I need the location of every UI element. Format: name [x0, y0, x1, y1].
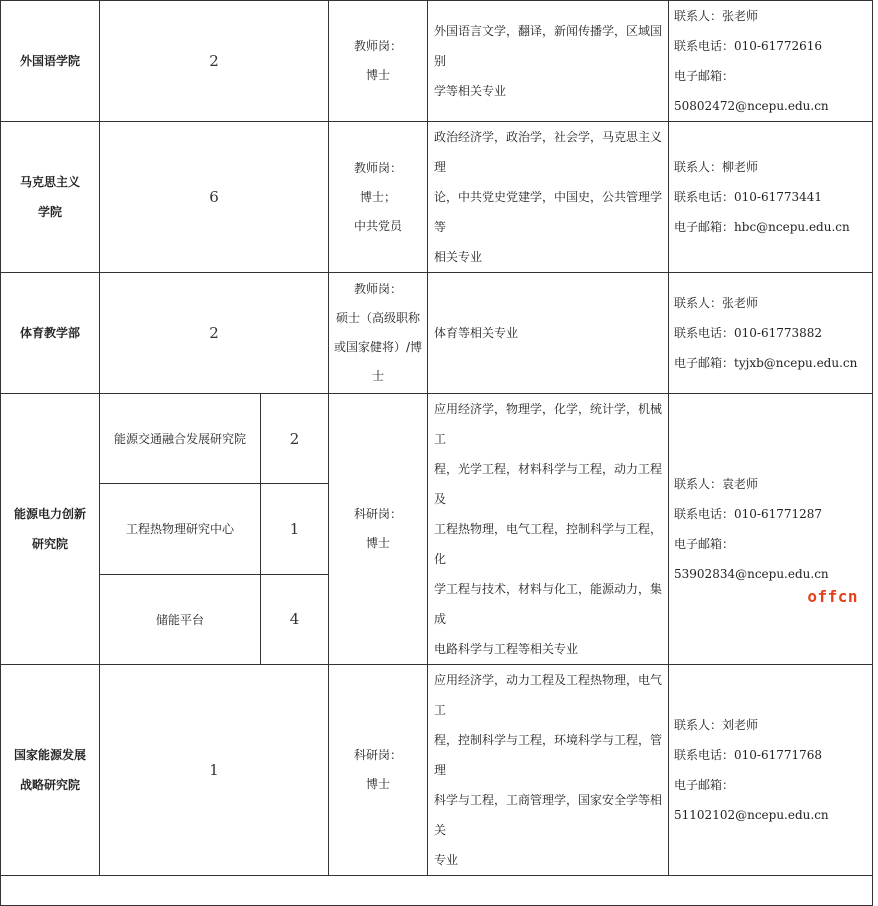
subunit-name: 工程热物理研究中心	[100, 484, 261, 574]
watermark-logo: offcn	[807, 587, 858, 606]
subunit-name: 能源交通融合发展研究院	[100, 394, 261, 484]
post-cell: 教师岗： 博士	[329, 1, 428, 122]
post-cell: 科研岗： 博士	[329, 394, 428, 665]
empty-cell	[1, 876, 873, 906]
majors-cell: 应用经济学，物理学，化学，统计学，机械工 程，光学工程，材料科学与工程，动力工程及 工程热物理，电气工程，控制科学与工程，化 学工程与技术，材料与化工，能源动力，集成 电路科学与工程等相关专业	[428, 394, 669, 665]
table-row	[1, 273, 873, 394]
post-cell: 教师岗： 博士； 中共党员	[329, 122, 428, 273]
post-cell: 科研岗： 博士	[329, 665, 428, 876]
empty-row	[1, 876, 873, 906]
table-row	[1, 1, 873, 122]
unit-cell: 国家能源发展 战略研究院	[1, 665, 100, 876]
contact-cell: 联系人：刘老师 联系电话：010-61771768 电子邮箱：51102102@ncepu.edu.cn	[669, 665, 873, 876]
table-row	[1, 394, 873, 484]
post-cell: 教师岗： 硕士（高级职称 或国家健将）/博 士	[329, 273, 428, 394]
headcount-cell: 2	[261, 394, 329, 484]
contact-cell: 联系人：张老师 联系电话：010-61773882 电子邮箱：tyjxb@ncepu.edu.cn	[669, 273, 873, 394]
email-link[interactable]: 51102102@ncepu.edu.cn	[674, 808, 829, 822]
headcount-cell: 6	[100, 122, 329, 273]
email-link[interactable]: tyjxb@ncepu.edu.cn	[734, 356, 858, 370]
headcount-cell: 4	[261, 574, 329, 664]
table-row	[1, 665, 873, 876]
contact-cell: 联系人：袁老师 联系电话：010-61771287 电子邮箱：53902834@ncepu.edu.cn	[669, 394, 873, 665]
headcount-cell: 1	[100, 665, 329, 876]
email-link[interactable]: hbc@ncepu.edu.cn	[734, 220, 850, 234]
headcount-cell: 1	[261, 484, 329, 574]
unit-cell: 马克思主义 学院	[1, 122, 100, 273]
subunit-name: 储能平台	[100, 574, 261, 664]
email-link[interactable]: 50802472@ncepu.edu.cn	[674, 99, 829, 113]
contact-cell: 联系人：张老师 联系电话：010-61772616 电子邮箱：50802472@ncepu.edu.cn	[669, 1, 873, 122]
email-link[interactable]: 53902834@ncepu.edu.cn	[674, 567, 829, 581]
majors-cell: 应用经济学，动力工程及工程热物理，电气工 程，控制科学与工程，环境科学与工程，管理 科学与工程，工商管理学，国家安全学等相关 专业	[428, 665, 669, 876]
majors-cell: 外国语言文学，翻译，新闻传播学，区域国别 学等相关专业	[428, 1, 669, 122]
majors-cell: 体育等相关专业	[428, 273, 669, 394]
contact-cell: 联系人：柳老师 联系电话：010-61773441 电子邮箱：hbc@ncepu.edu.cn	[669, 122, 873, 273]
unit-cell: 外国语学院	[1, 1, 100, 122]
unit-cell: 体育教学部	[1, 273, 100, 394]
headcount-cell: 2	[100, 1, 329, 122]
table-row	[1, 122, 873, 273]
majors-cell: 政治经济学，政治学，社会学，马克思主义理 论，中共党史党建学，中国史，公共管理学等 相关专业	[428, 122, 669, 273]
unit-cell: 能源电力创新 研究院	[1, 394, 100, 665]
headcount-cell: 2	[100, 273, 329, 394]
